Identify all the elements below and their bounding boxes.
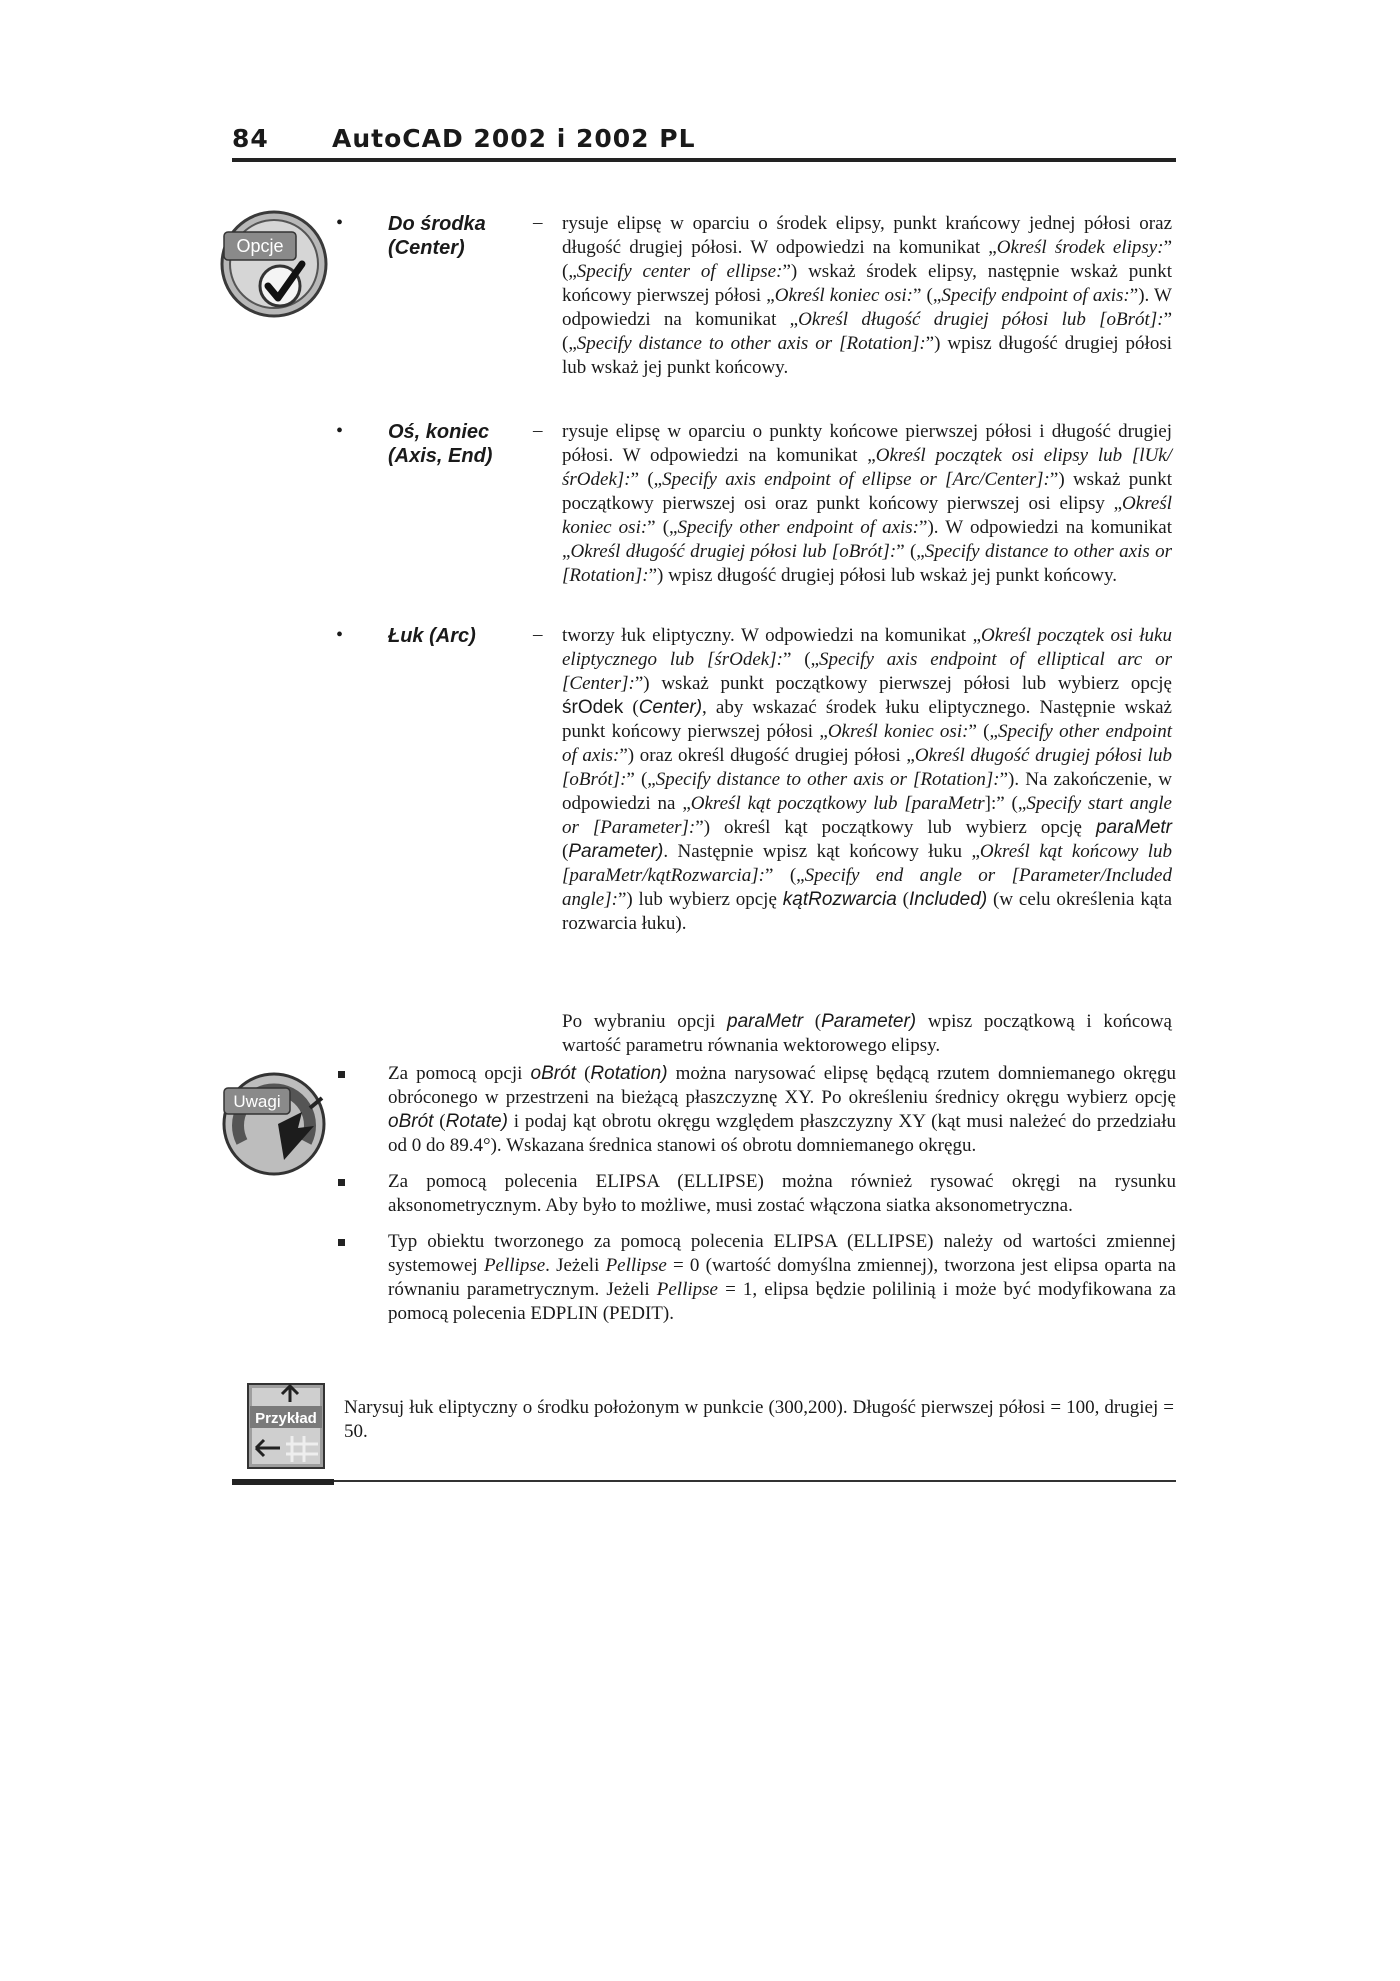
text-run: Specify distance to other axis or [Rotation]: (576, 333, 926, 354)
option-term-name: Oś, koniec (388, 421, 490, 443)
page-number: 84 (232, 124, 269, 153)
text-run: Parameter) (568, 841, 664, 862)
text-run: ” („ (896, 541, 925, 562)
text-run: Parameter) (821, 1011, 917, 1032)
bottom-accent-bar (232, 1479, 334, 1485)
option-term-english: (Center) (388, 237, 465, 259)
option-description (562, 212, 1172, 380)
text-run: = 0 (wartość domyślna zmiennej), tworzona jest elipsa oparta na równaniu parametrycznym. Jeżeli (388, 1255, 1176, 1300)
text-run: ( (896, 889, 909, 910)
text-run: ” („ (765, 865, 805, 886)
text-run: ”) oraz określ długość drugiej półosi „ (619, 745, 915, 766)
bullet: • (336, 420, 344, 442)
text-run: ”). Na zakończenie, w odpowiedzi na „ (562, 769, 1172, 814)
text-run: Specify endpoint of axis: (941, 285, 1130, 306)
bullet: • (336, 624, 344, 646)
text-run: ” („ (913, 285, 942, 306)
text-run: ” („ (968, 721, 998, 742)
text-run: kątRozwarcia (782, 889, 897, 910)
option-dash: – (533, 420, 543, 441)
text-run: Określ środek elipsy: (996, 237, 1164, 258)
note-text (388, 1171, 1176, 1216)
notes-list (336, 1062, 1176, 1338)
text-run: ( (562, 841, 569, 862)
text-run: Specify axis endpoint of ellipse or [Arc/Center]: (662, 469, 1050, 490)
text-run: , aby wskazać środek łuku eliptycznego. Następnie wskaż punkt końcowy pierwszej półosi „ (562, 697, 1172, 742)
text-run: ”) wskaż punkt początkowy pierwszej osi oraz punkt końcowy pierwszej osi elipsy „ (562, 469, 1172, 514)
option-dash: – (533, 624, 543, 645)
text-run: Określ koniec osi: (774, 285, 913, 306)
uwagi-icon-label: Uwagi (233, 1092, 281, 1111)
text-run: Określ długość drugiej półosi lub [oBrót]: (798, 309, 1164, 330)
text-run: ” („ (782, 649, 820, 670)
text-run: ”) określ kąt początkowy lub wybierz opcję (695, 817, 1096, 838)
option-term (388, 420, 518, 468)
text-run: paraMetr (1095, 817, 1172, 838)
text-run: Specify axis endpoint of elliptical arc or [Center]: (562, 649, 1172, 694)
text-run: Specify distance to other axis or [Rotation]: (562, 541, 1172, 586)
text-run: (w celu określenia kąta rozwarcia łuku). (562, 889, 1172, 934)
running-title: AutoCAD 2002 i 2002 PL (332, 124, 696, 153)
text-run: wpisz początkową i końcową wartość parametru równania wektorowego elipsy. (562, 1011, 1172, 1056)
text-run: Rotate) (445, 1111, 508, 1132)
text-run: Specify distance to other axis or [Rotation]: (655, 769, 1000, 790)
text-run: Specify center of ellipse: (576, 261, 783, 282)
square-bullet (338, 1239, 345, 1246)
text-run: . Następnie wpisz kąt końcowy łuku „ (663, 841, 980, 862)
option-term (388, 624, 518, 648)
text-run: Specify start angle or [Parameter]: (562, 793, 1172, 838)
text-run: Określ koniec osi: (827, 721, 969, 742)
text-run: Specify other endpoint of axis: (677, 517, 920, 538)
text-run: Za pomocą opcji (388, 1063, 531, 1084)
text-run: można narysować elipsę będącą rzutem domniemanego okręgu obróconego w przestrzeni na bieżącą płaszczyznę XY. Po określeniu średnicy okręgu wybierz opcję (388, 1063, 1176, 1108)
text-run: rysuje elipsę w oparciu o środek elipsy, punkt krańcowy jednej półosi oraz długość drugiej półosi. W odpowiedzi na komunikat „ (562, 213, 1172, 258)
text-run: ” („ (626, 769, 656, 790)
text-run: Specify end angle or [Parameter/Included angle]: (562, 865, 1172, 910)
square-bullet (338, 1071, 345, 1078)
note-item (336, 1230, 1176, 1326)
text-run: tworzy łuk eliptyczny. W odpowiedzi na komunikat „ (562, 625, 982, 646)
text-run: i podaj kąt obrotu okręgu względem płaszczyzny XY (kąt musi należeć do przedziału od 0 do 89.4°). Wskazana średnica stanowi oś obrotu domniemanego okręgu. (388, 1111, 1177, 1156)
page-header (232, 118, 1176, 162)
example-text: Narysuj łuk eliptyczny o środku położonym w punkcie (300,200). Długość pierwszej półosi = 100, drugiej = 50. (344, 1397, 1174, 1442)
text-run: Określ początek osi elipsy lub [lUk/śrOdek]: (562, 445, 1172, 490)
text-run: Pellipse (656, 1279, 718, 1300)
bottom-rule (232, 1480, 1176, 1482)
note-item (336, 1062, 1176, 1158)
text-run: ]:” („ (984, 793, 1027, 814)
text-run: . Jeżeli (545, 1255, 606, 1276)
text-run: oBrót (530, 1063, 576, 1084)
text-run: ”). W odpowiedzi na komunikat „ (562, 517, 1172, 562)
text-run: rysuje elipsę w oparciu o punkty końcowe pierwszej półosi i długość drugiej półosi. W odpowiedzi na komunikat „ (562, 421, 1172, 466)
text-run: oBrót (388, 1111, 434, 1132)
text-run: Center) (638, 697, 703, 718)
text-run: Określ kąt końcowy lub [paraMetr/kątRozwarcia]: (562, 841, 1172, 886)
option-term-english: (Axis, End) (388, 445, 493, 467)
text-run: Pellipse (483, 1255, 546, 1276)
option-term (388, 212, 518, 260)
text-run: ” („ (562, 309, 1172, 354)
text-run: Określ długość drugiej półosi lub [oBrót]: (562, 745, 1172, 790)
text-run: Included) (908, 889, 988, 910)
text-run: Określ początek osi łuku eliptycznego lub [śrOdek]: (562, 625, 1172, 670)
parametr-paragraph (562, 1010, 1172, 1058)
text-run: Typ obiektu tworzonego za pomocą polecenia ELIPSA (ELLIPSE) należy od wartości zmiennej systemowej (388, 1231, 1176, 1276)
text-run: Po wybraniu opcji (562, 1011, 728, 1032)
opcje-icon (218, 208, 330, 320)
przyklad-icon-label: Przykład (255, 1410, 317, 1427)
text-run: ”) wskaż punkt początkowy pierwszej półosi lub wybierz opcję (634, 673, 1172, 694)
text-run: ( (575, 1063, 591, 1084)
text-run: Określ koniec osi: (562, 493, 1172, 538)
text-run: ” („ (647, 517, 678, 538)
text-run: paraMetr (727, 1011, 804, 1032)
text-run: ”) wskaż środek elipsy, następnie wskaż punkt końcowy pierwszej półosi „ (562, 261, 1172, 306)
note-text (388, 1063, 1176, 1156)
square-bullet (338, 1179, 345, 1186)
text-run: ” („ (630, 469, 663, 490)
text-run: Rotation) (590, 1063, 668, 1084)
option-description (562, 420, 1172, 588)
text-run: ( (803, 1011, 822, 1032)
text-run: ( (623, 697, 639, 718)
uwagi-icon (218, 1068, 330, 1180)
bullet: • (336, 212, 344, 234)
text-run: Specify other endpoint of axis: (562, 721, 1172, 766)
text-run: ”) lub wybierz opcję (617, 889, 783, 910)
text-run: Za pomocą polecenia ELIPSA (ELLIPSE) można również rysować okręgi na rysunku aksonometrycznym. Aby było to możliwe, musi zostać włączona siatka aksonometryczna. (388, 1171, 1176, 1216)
header-rule (232, 158, 1176, 162)
text-run: ”) wpisz długość drugiej półosi lub wskaż jej punkt końcowy. (648, 565, 1117, 586)
text-run: Określ długość drugiej półosi lub [oBrót]: (570, 541, 897, 562)
opcje-icon-label: Opcje (236, 236, 284, 256)
text-run: ”) wpisz długość drugiej półosi lub wskaż jej punkt końcowy. (562, 333, 1172, 378)
text-run: ( (433, 1111, 446, 1132)
text-run: = 1, elipsa będzie polilinią i może być modyfikowana za pomocą polecenia EDPLIN (PEDIT). (388, 1279, 1176, 1324)
option-term-name: Łuk (Arc) (388, 625, 476, 647)
note-item (336, 1170, 1176, 1218)
text-run: ”). W odpowiedzi na komunikat „ (562, 285, 1172, 330)
option-description (562, 624, 1172, 936)
text-run: Pellipse (605, 1255, 667, 1276)
note-text (388, 1231, 1176, 1324)
text-run: ” („ (562, 237, 1173, 282)
option-dash: – (533, 212, 543, 233)
przyklad-icon (246, 1382, 326, 1470)
option-term-name: Do środka (388, 213, 486, 235)
text-run: śrOdek (562, 697, 624, 718)
text-run: Określ kąt początkowy lub [paraMetr (690, 793, 985, 814)
